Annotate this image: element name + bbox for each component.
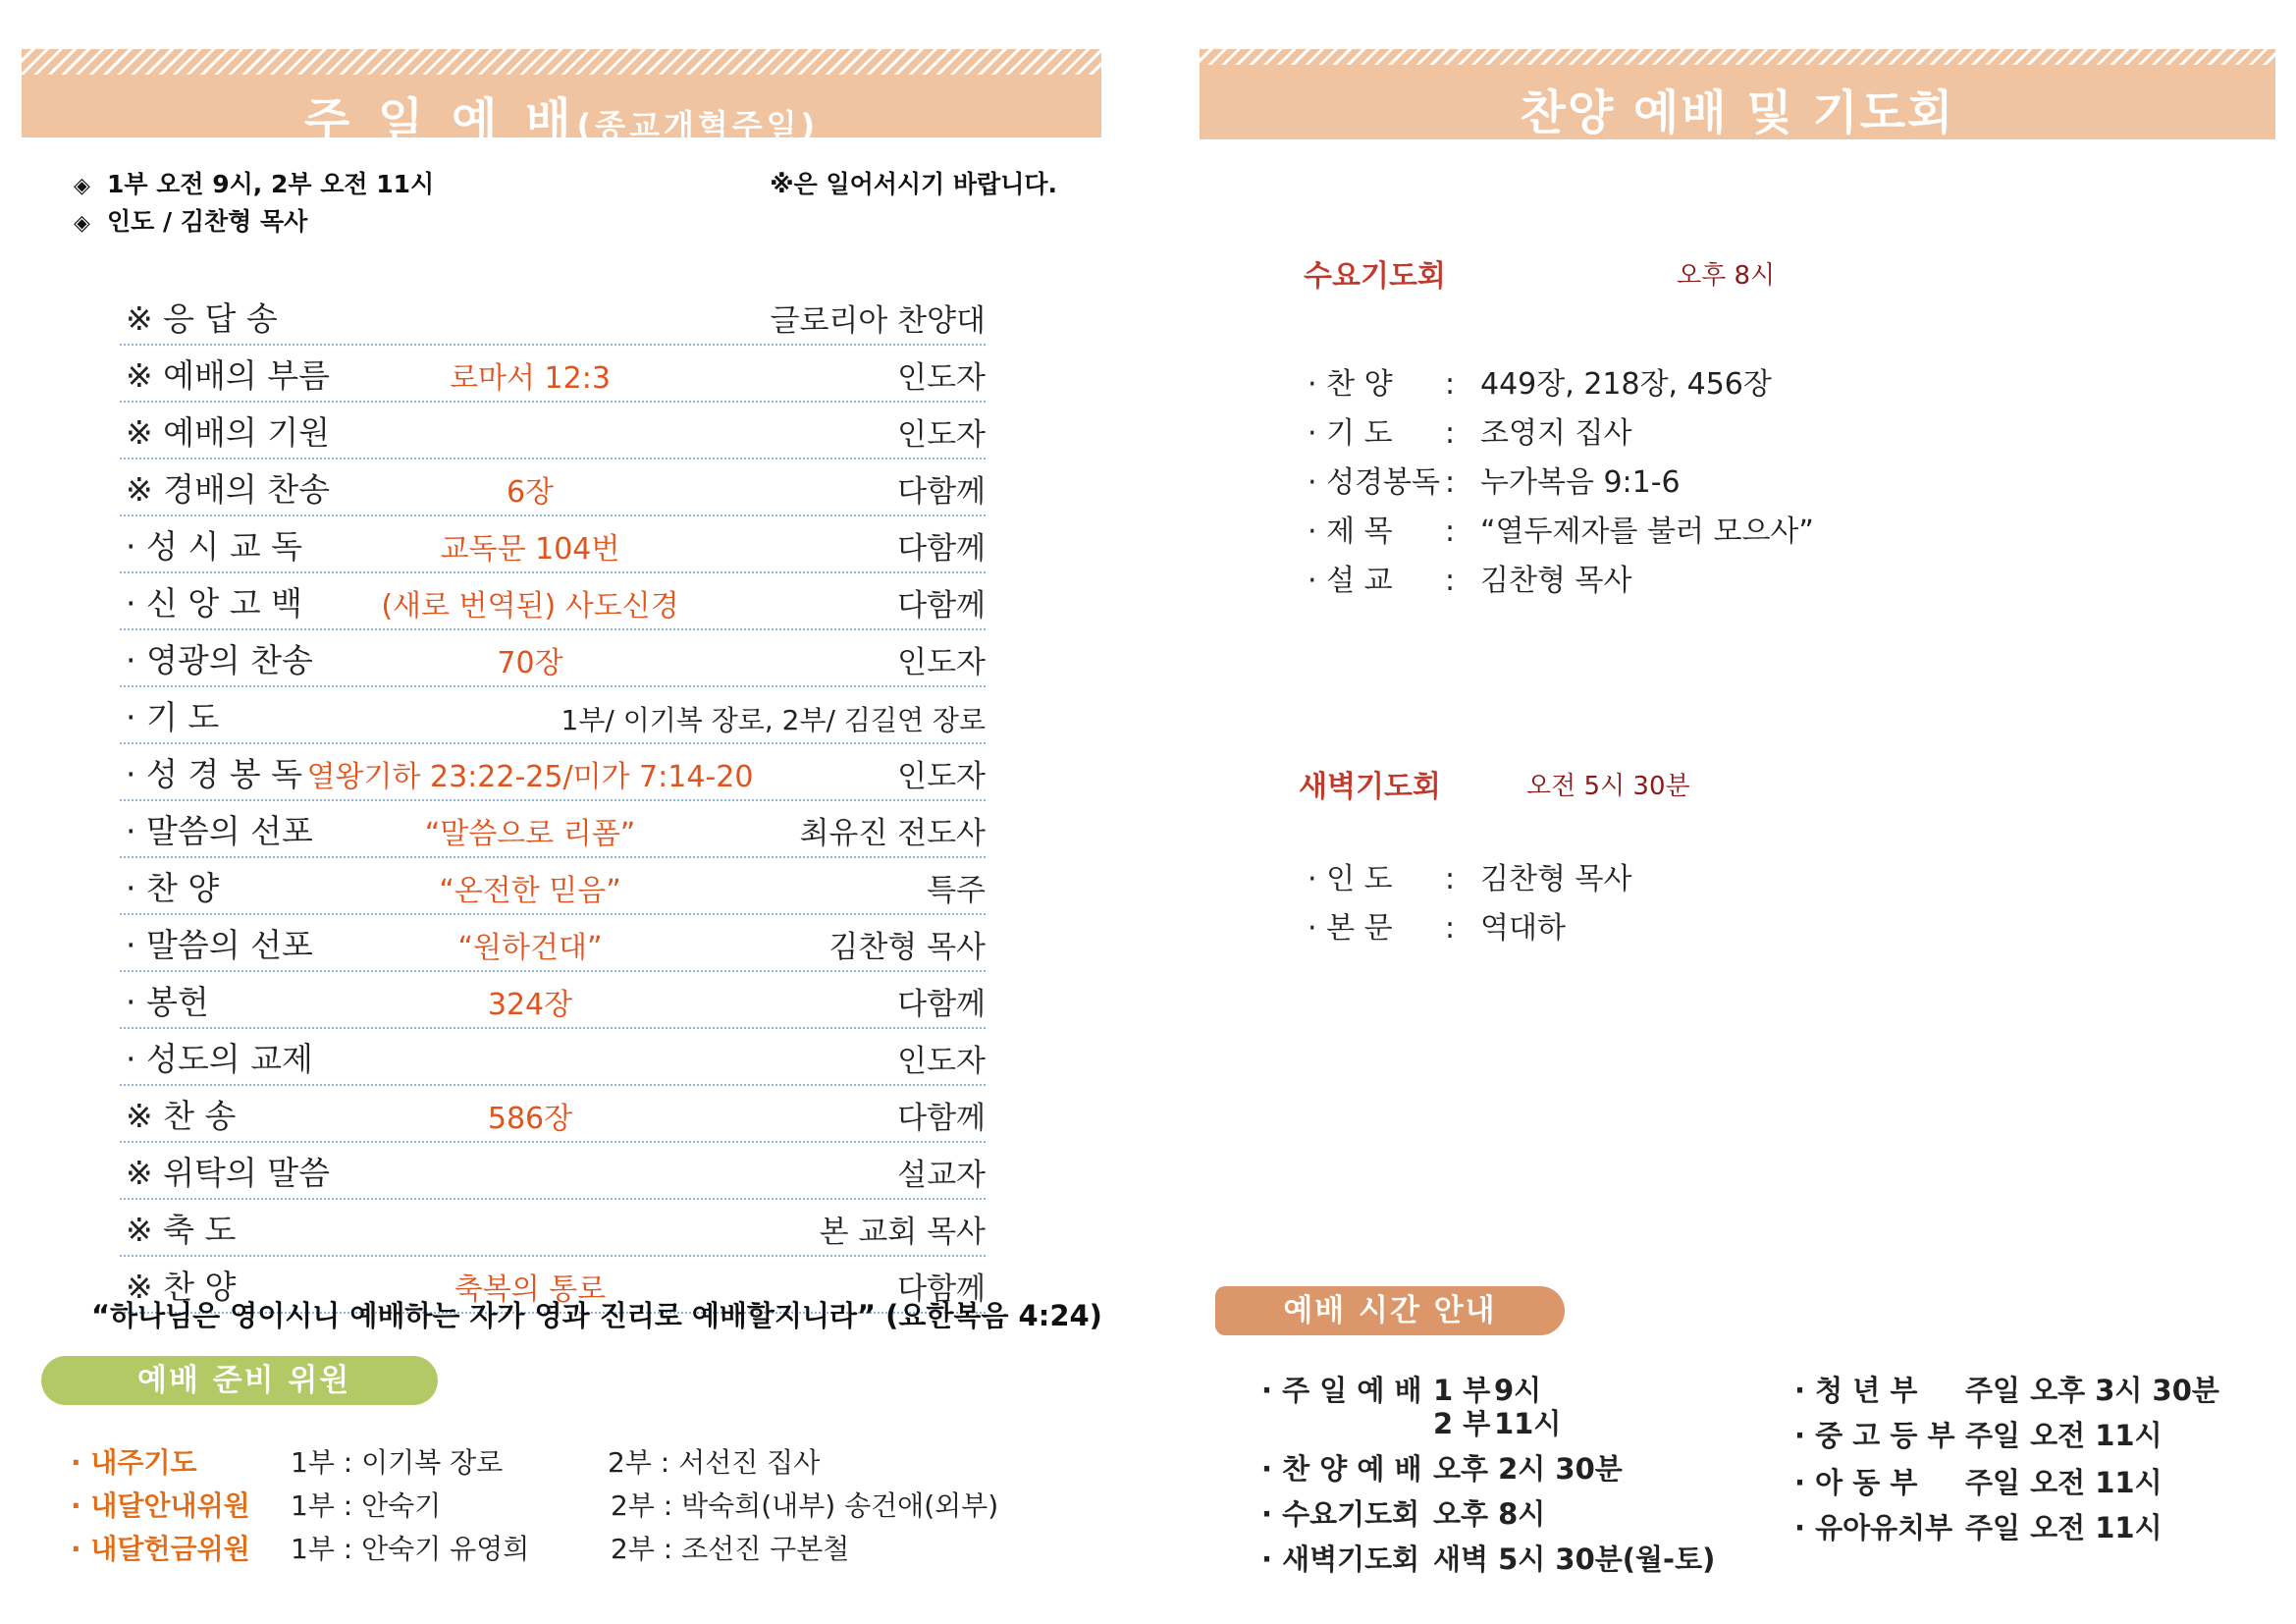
colon: : [1445, 514, 1456, 549]
order-item-name: · 찬 양 [126, 869, 220, 907]
schedule-right-value: 주일 오전 11시 [1965, 1511, 2163, 1544]
order-item-detail: 열왕기하 23:22-25/미가 7:14-20 [306, 760, 754, 794]
order-item-name: ※ 응 답 송 [126, 299, 278, 338]
order-item-name: ※ 예배의 부름 [126, 356, 331, 395]
order-row [120, 518, 986, 573]
service-times [74, 165, 434, 200]
left-header-title [22, 82, 1101, 150]
order-item-name: · 말씀의 선포 [126, 812, 313, 850]
diamond-bullet-icon: ◈ [74, 174, 90, 198]
order-item-name: · 성 시 교 독 [126, 527, 302, 566]
header-stripe [1200, 49, 2275, 65]
order-item-leader: 1부/ 이기복 장로, 2부/ 김길연 장로 [561, 704, 986, 736]
order-item-detail: 6장 [506, 475, 555, 510]
prep-label: · 내주기도 [71, 1446, 197, 1479]
sunday-second-label: 2 부 [1433, 1407, 1491, 1440]
prep-label: · 내달안내위원 [71, 1489, 250, 1522]
order-item-detail: 70장 [497, 646, 563, 680]
order-item-detail: “원하건대” [457, 931, 603, 965]
order-row [120, 291, 986, 346]
order-item-detail: 로마서 12:3 [450, 361, 611, 396]
scripture-verse: “하나님은 영이시니 예배하는 자가 영과 진리로 예배할지니라” (요한복음 4:24) [91, 1299, 1102, 1332]
wednesday.items-item [1308, 458, 1681, 501]
dawn-prayer-time: 오전 5시 30분 [1526, 772, 1690, 801]
schedule-left-label: · 수요기도회 [1261, 1497, 1420, 1531]
order-row [120, 405, 986, 460]
order-item-leader: 다함께 [897, 531, 986, 567]
schedule-left-value: 새벽 5시 30분(월-토) [1433, 1543, 1716, 1576]
sunday-first-label: 1 부 [1433, 1374, 1491, 1407]
wednesday.items-item-key: · 설 교 [1308, 564, 1393, 598]
prep-first-service: 1부 : 이기복 장로 [291, 1446, 504, 1479]
order-item-leader: 다함께 [897, 987, 986, 1022]
schedule-right-value: 주일 오전 11시 [1965, 1419, 2163, 1452]
order-item-name: ※ 위탁의 말씀 [126, 1154, 331, 1192]
order-item-name: · 기 도 [126, 698, 220, 736]
dawn.items-item-key: · 본 문 [1308, 911, 1393, 946]
order-item-name: · 신 앙 고 백 [126, 584, 302, 623]
order-item-name: · 말씀의 선포 [126, 926, 313, 964]
order-row [120, 575, 986, 630]
service-leader-text: 인도 / 김찬형 목사 [107, 207, 308, 236]
main-service-title: 주 일 예 배 [303, 93, 577, 148]
schedule-left-label: · 새벽기도회 [1261, 1543, 1420, 1576]
order-item-leader: 인도자 [897, 1044, 986, 1079]
order-item-leader: 인도자 [897, 645, 986, 680]
order-item-detail: “온전한 믿음” [439, 874, 621, 908]
left-header-banner [22, 49, 1101, 148]
schedule-left-value: 오후 8시 [1433, 1497, 1546, 1531]
order-row [120, 1145, 986, 1200]
colon: : [1445, 416, 1456, 451]
order-item-name: ※ 예배의 기원 [126, 413, 331, 452]
wednesday-prayer-title: 수요기도회 [1304, 259, 1446, 294]
order-item-detail: 586장 [487, 1102, 573, 1136]
schedule-right-label: · 중 고 등 부 [1794, 1419, 1955, 1452]
order-item-leader: 글로리아 찬양대 [770, 303, 986, 339]
order-row [120, 746, 986, 801]
order-item-name: · 영광의 찬송 [126, 641, 313, 679]
right-header-banner [1200, 49, 2275, 139]
right-header-title: 찬양 예배 및 기도회 [1520, 85, 1955, 140]
colon: : [1445, 367, 1456, 402]
schedule-right-label: · 유아유치부 [1794, 1511, 1953, 1544]
order-item-leader: 김찬형 목사 [828, 930, 986, 965]
order-item-name: ※ 찬 송 [126, 1097, 237, 1135]
order-item-leader: 다함께 [897, 1272, 986, 1307]
wednesday.items-item-key: · 기 도 [1308, 416, 1393, 451]
wednesday.items-item-value: “열두제자를 불러 모으사” [1480, 514, 1814, 549]
order-item-leader: 최유진 전도사 [799, 816, 986, 851]
dawn-prayer-title: 새벽기도회 [1299, 770, 1441, 804]
order-item-leader: 특주 [927, 873, 986, 908]
service-times-text: 1부 오전 9시, 2부 오전 11시 [107, 170, 435, 198]
dawn.items-item-value: 역대하 [1480, 911, 1566, 946]
order-row [120, 917, 986, 972]
order-item-detail: 교독문 104번 [440, 532, 620, 567]
order-item-leader: 다함께 [897, 474, 986, 510]
order-item-name: ※ 축 도 [126, 1211, 237, 1249]
order-item-leader: 인도자 [897, 759, 986, 794]
order-item-leader: 설교자 [897, 1158, 986, 1193]
order-item-name: ※ 경배의 찬송 [126, 470, 331, 509]
wednesday.items-item [1308, 359, 1772, 403]
order-item-leader: 인도자 [897, 417, 986, 453]
wednesday.items-item [1308, 408, 1631, 452]
order-of-worship [120, 291, 986, 1316]
dawn.items-item [1308, 854, 1631, 897]
wednesday.items-item [1308, 556, 1631, 599]
order-row [120, 632, 986, 687]
order-row [120, 348, 986, 403]
order-item-detail: 324장 [487, 988, 573, 1022]
order-item-detail: “말씀으로 리폼” [424, 817, 636, 851]
colon: : [1445, 911, 1456, 946]
order-row [120, 803, 986, 858]
colon: : [1445, 862, 1456, 896]
order-row [120, 1088, 986, 1143]
order-item-detail: 축복의 통로 [454, 1272, 607, 1307]
main-service-subtitle: (종교개혁주일) [576, 107, 820, 144]
schedule-left-value: 오후 2시 30분 [1433, 1452, 1623, 1486]
prep-first-service: 1부 : 안숙기 [291, 1489, 442, 1522]
sunday-first-time: 9시 [1494, 1374, 1542, 1407]
wednesday.items-item [1308, 507, 1814, 550]
dawn.items-item-key: · 인 도 [1308, 862, 1393, 896]
wednesday.items-item-value: 449장, 218장, 456장 [1480, 367, 1772, 402]
wednesday.items-item-value: 누가복음 9:1-6 [1480, 465, 1681, 500]
order-item-leader: 다함께 [897, 1101, 986, 1136]
wednesday.items-item-key: · 성경봉독 [1308, 465, 1440, 500]
wednesday.items-item-key: · 제 목 [1308, 514, 1393, 549]
standing-notice: ※은 일어서시기 바랍니다. [770, 170, 1057, 198]
colon: : [1445, 465, 1456, 500]
schedule-right-value: 주일 오후 3시 30분 [1965, 1374, 2219, 1407]
order-item-leader: 본 교회 목사 [819, 1215, 986, 1250]
order-row [120, 1031, 986, 1086]
order-item-leader: 다함께 [897, 588, 986, 623]
schedule-right-value: 주일 오전 11시 [1965, 1466, 2163, 1499]
sunday-second-time: 11시 [1494, 1407, 1562, 1440]
wednesday-prayer-time: 오후 8시 [1677, 261, 1776, 291]
order-row [120, 860, 986, 915]
service-leader [74, 202, 307, 238]
order-item-name: · 성 경 봉 독 [126, 755, 302, 793]
order-row [120, 1202, 986, 1257]
order-item-name: · 성도의 교제 [126, 1040, 313, 1078]
prep-committee-heading: 예배 준비 위원 [41, 1356, 438, 1405]
header-stripe [22, 49, 1101, 75]
schedule-left-label: · 찬 양 예 배 [1261, 1452, 1422, 1486]
wednesday.items-item-key: · 찬 양 [1308, 367, 1393, 402]
dawn.items-item-value: 김찬형 목사 [1480, 862, 1632, 896]
order-item-leader: 인도자 [897, 360, 986, 396]
order-row [120, 689, 986, 744]
prep-second-service: 2부 : 서선진 집사 [608, 1446, 821, 1479]
dawn.items-item [1308, 903, 1566, 947]
order-row [120, 974, 986, 1029]
prep-second-service: 2부 : 박숙희(내부) 송건애(외부) [611, 1489, 999, 1522]
worship-schedule-heading: 예배 시간 안내 [1215, 1286, 1565, 1335]
diamond-bullet-icon: ◈ [74, 211, 90, 236]
order-row [120, 461, 986, 516]
schedule-right-label: · 아 동 부 [1794, 1466, 1918, 1499]
wednesday.items-item-value: 김찬형 목사 [1480, 564, 1632, 598]
colon: : [1445, 564, 1456, 598]
prep-second-service: 2부 : 조선진 구본철 [611, 1533, 850, 1565]
sunday-service-label: · 주 일 예 배 [1261, 1374, 1422, 1407]
order-item-name: ※ 찬 양 [126, 1268, 237, 1306]
wednesday.items-item-value: 조영지 집사 [1480, 416, 1632, 451]
prep-first-service: 1부 : 안숙기 유영희 [291, 1533, 530, 1565]
order-item-name: · 봉헌 [126, 983, 209, 1021]
prep-label: · 내달헌금위원 [71, 1533, 250, 1565]
schedule-right-label: · 청 년 부 [1794, 1374, 1918, 1407]
order-item-detail: (새로 번역된) 사도신경 [381, 589, 679, 623]
